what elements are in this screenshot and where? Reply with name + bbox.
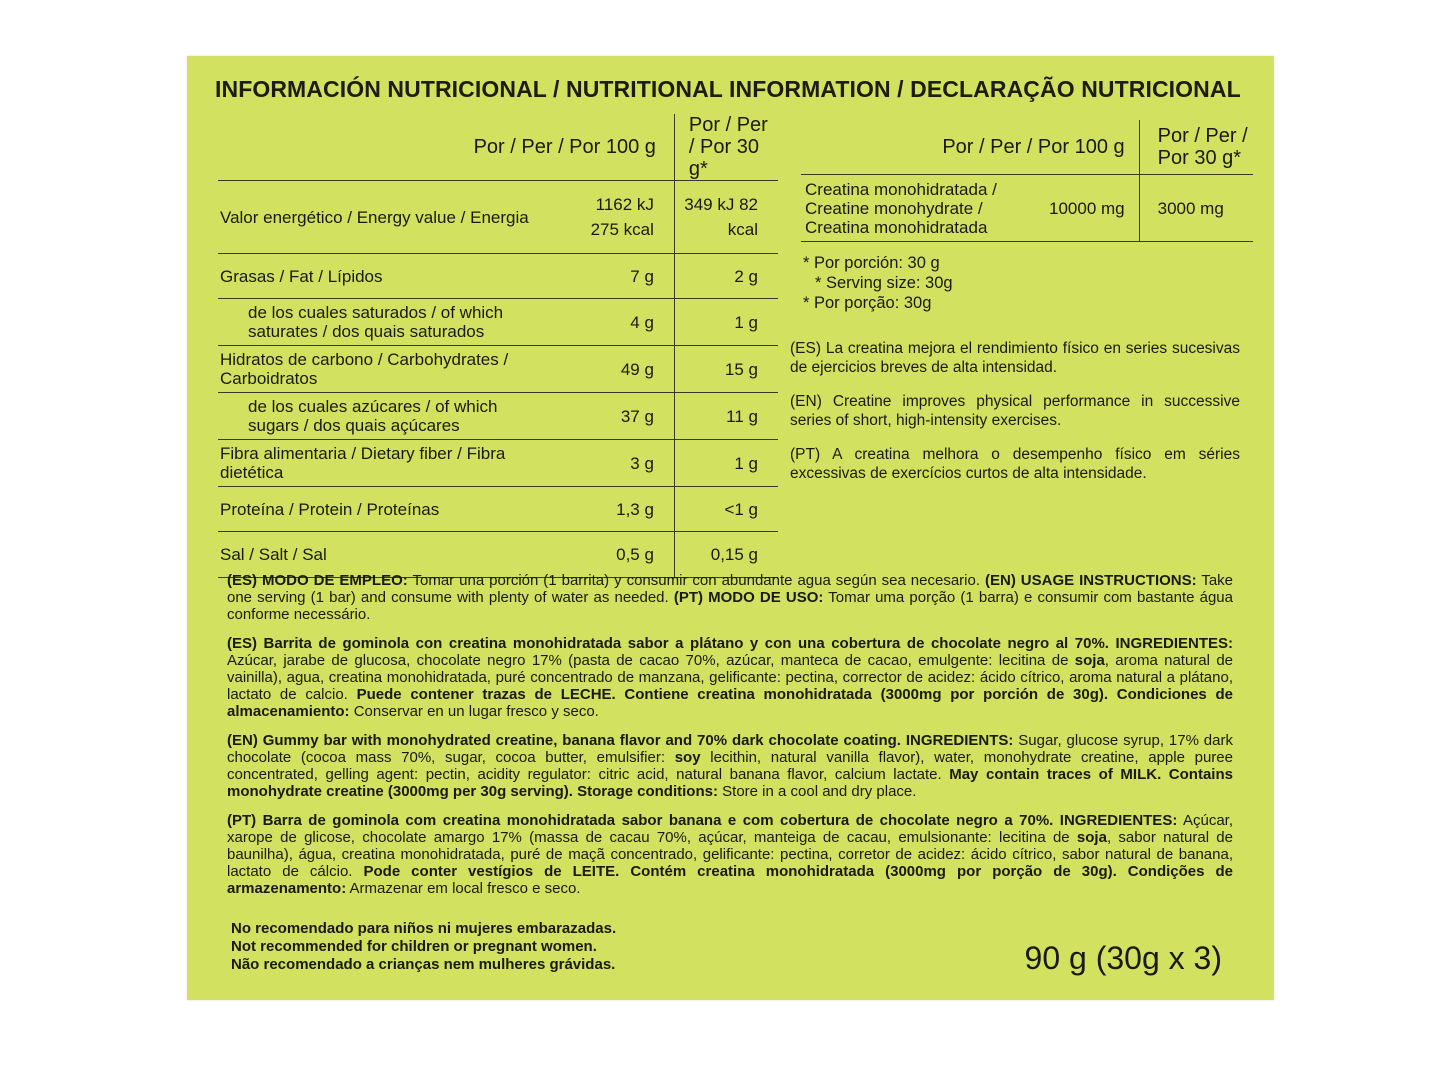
package-panel: [187, 56, 1274, 1000]
ingredients-en-text2: lecithin, natural vanilla flavor), water, monohydrate creatine, apple puree concentrated, gelling agent: pectin, acidity regulator: citric acid, natural banana flavor, calcium lactate.: [227, 749, 1233, 783]
warning-en: Not recommended for children or pregnant women.: [231, 938, 597, 955]
row-value-30g: 1 g: [674, 440, 778, 487]
ingredients-es-bold: Puede contener trazas de LECHE. Contiene creatina monohidratada (3000mg por porción de 30g). Condiciones de almacenamiento:: [227, 686, 1234, 720]
row-label: Hidratos de carbono / Carbohydrates / Carboidratos: [218, 346, 590, 393]
ingredients-es-text3: Conservar en un lugar fresco y seco.: [353, 703, 599, 720]
ingredients-en-title: (EN) Gummy bar with monohydrated creatine, banana flavor and 70% dark chocolate coating. INGREDIENTS:: [227, 732, 1014, 749]
table-row: [801, 175, 1253, 242]
table-row: [218, 181, 778, 254]
creatine-value-30g: 3000 mg: [1139, 175, 1253, 242]
row-label: Fibra alimentaria / Dietary fiber / Fibra dietética: [218, 440, 590, 487]
ingredients-pt-bold: Pode conter vestígios de LEITE. Contém creatina monohidratada (3000mg por porção de 30g). Condições de armazenamento:: [227, 863, 1233, 897]
ingredients-pt: [227, 812, 1233, 897]
claim-es: (ES) La creatina mejora el rendimiento físico en series sucesivas de ejercicios breves de alta intensidad.: [790, 340, 1240, 376]
row-value-30g: 15 g: [674, 346, 778, 393]
serving-note-es: * Por porción: 30 g: [803, 254, 940, 272]
ingredients-pt-allergen: soja: [1076, 829, 1107, 846]
row-value-100g: 37 g: [590, 393, 674, 440]
creatine-table: [801, 120, 1253, 242]
row-value-100g: 4 g: [590, 299, 674, 346]
usage-en-label: (EN) USAGE INSTRUCTIONS:: [985, 572, 1197, 589]
serving-note-en: * Serving size: 30g: [815, 274, 953, 292]
row-value-100g: 3 g: [590, 440, 674, 487]
row-value-30g: <1 g: [674, 487, 778, 532]
ingredients-en-bold: May contain traces of MILK. Contains monohydrate creatine (3000mg per 30g serving). Storage conditions:: [227, 766, 1233, 800]
net-weight: 90 g (30g x 3): [1024, 940, 1222, 976]
row-value-100g: 1,3 g: [590, 487, 674, 532]
ingredients-es: [227, 635, 1233, 720]
usage-es-label: (ES) MODO DE EMPLEO:: [227, 572, 408, 589]
row-label: Grasas / Fat / Lípidos: [218, 254, 590, 299]
header-per-100g: Por / Per / Por 100 g: [218, 114, 674, 181]
creatine-header-per-100g: Por / Per / Por 100 g: [801, 120, 1139, 175]
ingredients-pt-text2: , sabor natural de baunilha), água, creatina monohidratada, puré de maçã concentrado, gelificante: pectina, corretor de acidez: ácido cítrico, sabor natural de banana, lactato de cálcio.: [227, 829, 1233, 880]
warnings: [231, 920, 616, 974]
nutrition-header-row: [218, 114, 778, 181]
serving-notes: [803, 253, 953, 313]
ingredients-es-text1: Azúcar, jarabe de glucosa, chocolate negro 17% (pasta de cacao 70%, azúcar, manteca de cacao, emulgente: lecitina de: [227, 652, 1069, 669]
ingredients-es-allergen: soja: [1074, 652, 1105, 669]
table-row: [218, 532, 778, 578]
row-value-30g: 2 g: [674, 254, 778, 299]
row-label: de los cuales saturados / of which saturates / dos quais saturados: [218, 299, 590, 346]
usage-pt-text: Tomar uma porção (1 barra) e consumir com bastante água conforme necessário.: [227, 589, 1233, 623]
ingredients-pt-text1: Açúcar, xarope de glicose, chocolate amargo 17% (massa de cacau 70%, açúcar, manteiga de cacau, emulsionante: lecitina de: [227, 812, 1234, 846]
table-row: [218, 346, 778, 393]
row-value-100g: 0,5 g: [590, 532, 674, 578]
table-row: [218, 299, 778, 346]
ingredients-en-text1: Sugar, glucose syrup, 17% dark chocolate (cocoa mass 70%, sugar, cocoa butter, emulsifier:: [227, 732, 1233, 766]
row-value-100g: 7 g: [590, 254, 674, 299]
table-row: [218, 254, 778, 299]
creatine-label: Creatina monohidratada / Creatine monohydrate / Creatina monohidratada: [801, 175, 1032, 242]
usage-instructions: [227, 572, 1233, 623]
table-row: [218, 393, 778, 440]
row-label: Valor energético / Energy value / Energia: [218, 181, 590, 254]
serving-note-pt: * Por porção: 30g: [803, 294, 932, 312]
label-text: [227, 572, 1233, 909]
table-row: [218, 487, 778, 532]
creatine-value-100g: 10000 mg: [1032, 175, 1139, 242]
row-value-30g: 1 g: [674, 299, 778, 346]
ingredients-pt-title: (PT) Barra de gominola com creatina monohidratada sabor banana e com cobertura de chocolate negro a 70%. INGREDIENTES:: [227, 812, 1178, 829]
row-value-30g: 11 g: [674, 393, 778, 440]
warning-es: No recomendado para niños ni mujeres embarazadas.: [231, 920, 617, 937]
creatine-header-row: [801, 120, 1253, 175]
header-per-30g: Por / Per / Por 30 g*: [674, 114, 778, 181]
ingredients-en: [227, 732, 1233, 800]
claim-en: (EN) Creatine improves physical performance in successive series of short, high-intensity exercises.: [790, 393, 1240, 429]
health-claims: [790, 339, 1240, 498]
warning-pt: Não recomendado a crianças nem mulheres grávidas.: [231, 956, 616, 973]
usage-es-text: Tomar una porción (1 barrita) y consumir con abundante agua según sea necesario.: [412, 572, 981, 589]
ingredients-es-text2: , aroma natural de vainilla), agua, creatina monohidratada, puré concentrado de manzana, gelificante: pectina, corrector de acidez: ácido cítrico, aroma natural a plátano, lactato de calcio.: [227, 652, 1233, 703]
creatine-header-per-30g: Por / Per / Por 30 g*: [1139, 120, 1253, 175]
row-value-30g: 349 kJ 82 kcal: [674, 181, 778, 254]
row-value-100g: 49 g: [590, 346, 674, 393]
row-value-100g: 1162 kJ 275 kcal: [590, 181, 674, 254]
nutrition-table: [218, 114, 778, 578]
table-row: [218, 440, 778, 487]
row-label: Sal / Salt / Sal: [218, 532, 590, 578]
ingredients-en-text3: Store in a cool and dry place.: [722, 783, 917, 800]
usage-en-text: Take one serving (1 bar) and consume with plenty of water as needed.: [227, 572, 1234, 606]
usage-pt-label: (PT) MODO DE USO:: [673, 589, 824, 606]
ingredients-pt-text3: Armazenar em local fresco e seco.: [349, 880, 581, 897]
row-label: de los cuales azúcares / of which sugars / dos quais açúcares: [218, 393, 590, 440]
row-value-30g: 0,15 g: [674, 532, 778, 578]
panel-title: INFORMACIÓN NUTRICIONAL / NUTRITIONAL INFORMATION / DECLARAÇÃO NUTRICIONAL: [215, 76, 1241, 102]
ingredients-en-allergen: soy: [674, 749, 701, 766]
row-label: Proteína / Protein / Proteínas: [218, 487, 590, 532]
claim-pt: (PT) A creatina melhora o desempenho físico em séries excessivas de exercícios curtos de alta intensidade.: [790, 446, 1240, 482]
ingredients-es-title: (ES) Barrita de gominola con creatina monohidratada sabor a plátano y con una cobertura de chocolate negro al 70%. INGREDIENTES:: [227, 635, 1233, 652]
